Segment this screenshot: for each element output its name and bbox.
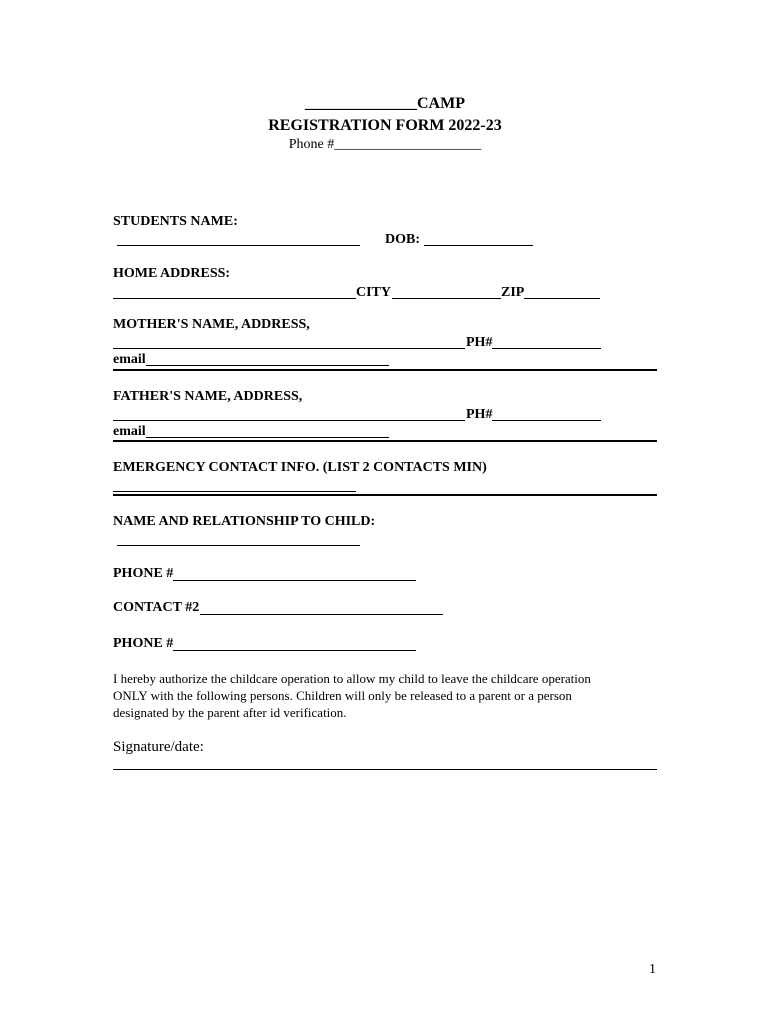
name-relationship-field[interactable] [117,545,360,546]
phone-2-label: PHONE # [113,636,174,651]
zip-label: ZIP [501,285,525,300]
authorization-line: designated by the parent after id verification. [113,705,347,720]
emergency-contact-label: EMERGENCY CONTACT INFO. (LIST 2 CONTACTS MIN) [113,460,487,475]
camp-title: ______________CAMP [305,95,465,112]
home-address-label: HOME ADDRESS: [113,266,231,281]
contact-2-field[interactable] [200,614,443,615]
form-title: REGISTRATION FORM 2022-23 [268,117,502,134]
mother-ph-label: PH# [466,335,493,350]
authorization-text [113,670,673,721]
authorization-line: I hereby authorize the childcare operation to allow my child to leave the childcare operation [113,671,591,686]
city-field[interactable] [392,298,501,299]
zip-field[interactable] [524,298,600,299]
section-divider [113,440,657,442]
authorization-line: ONLY with the following persons. Children will only be released to a parent or a person [113,688,572,703]
student-name-label: STUDENTS NAME: [113,214,238,229]
section-divider [113,494,657,496]
section-divider [113,369,657,371]
mother-address-field[interactable] [113,348,465,349]
student-name-field[interactable] [117,245,360,246]
header-phone: Phone #_____________________ [288,137,482,152]
signature-label: Signature/date: [113,739,204,755]
father-email-label: email [113,424,146,439]
contact-2-label: CONTACT #2 [113,600,200,615]
dob-label: DOB: [385,232,420,247]
phone-1-label: PHONE # [113,566,174,581]
name-relationship-label: NAME AND RELATIONSHIP TO CHILD: [113,514,376,529]
page-number: 1 [649,962,656,977]
emergency-contact-field[interactable] [113,491,356,492]
father-label: FATHER'S NAME, ADDRESS, [113,389,303,404]
dob-field[interactable] [424,245,533,246]
phone-1-field[interactable] [173,580,416,581]
home-address-field[interactable] [113,298,356,299]
mother-email-field[interactable] [146,365,389,366]
phone-2-field[interactable] [173,650,416,651]
mother-label: MOTHER'S NAME, ADDRESS, [113,317,310,332]
father-ph-label: PH# [466,407,493,422]
mother-phone-field[interactable] [492,348,601,349]
mother-email-label: email [113,352,146,367]
signature-field[interactable] [113,769,657,770]
father-phone-field[interactable] [492,420,601,421]
father-email-field[interactable] [146,437,389,438]
father-address-field[interactable] [113,420,465,421]
city-label: CITY [356,285,392,300]
